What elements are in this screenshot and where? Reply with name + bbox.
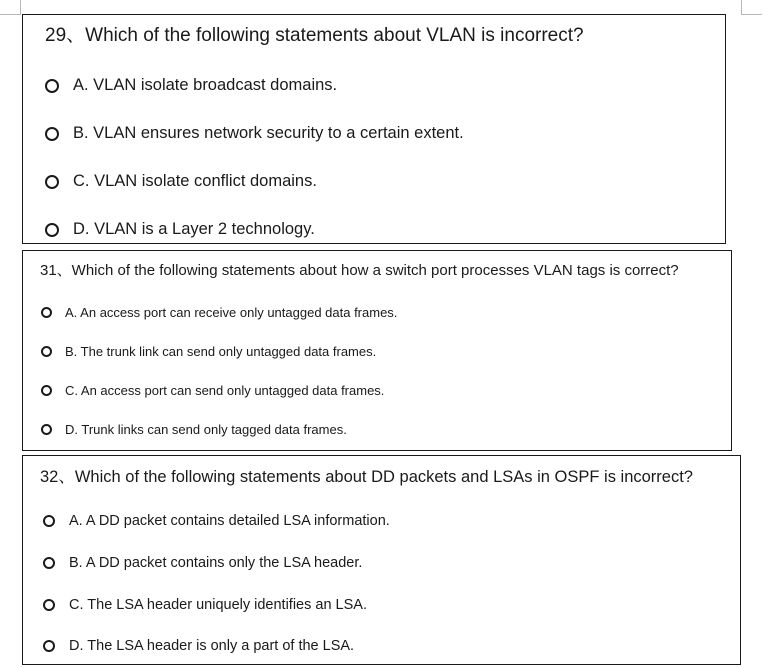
q32-option-a[interactable] <box>43 513 390 529</box>
q31-option-d[interactable] <box>41 422 347 437</box>
radio-icon[interactable] <box>41 307 52 318</box>
radio-icon[interactable] <box>45 79 59 93</box>
radio-icon[interactable] <box>43 557 55 569</box>
q29-option-c[interactable] <box>45 172 317 191</box>
radio-icon[interactable] <box>45 127 59 141</box>
question-29-title: 29、Which of the following statements about VLAN is incorrect? <box>45 25 584 46</box>
radio-icon[interactable] <box>43 515 55 527</box>
question-32-title: 32、Which of the following statements about DD packets and LSAs in OSPF is incorrect? <box>40 468 693 486</box>
q32-option-d[interactable] <box>43 638 354 654</box>
radio-icon[interactable] <box>41 346 52 357</box>
option-label: C. VLAN isolate conflict domains. <box>73 172 317 190</box>
question-32-box <box>22 455 741 665</box>
q31-option-a[interactable] <box>41 305 397 320</box>
option-label: A. An access port can receive only untagged data frames. <box>65 305 398 320</box>
q31-option-b[interactable] <box>41 344 376 359</box>
option-label: D. The LSA header is only a part of the LSA. <box>69 638 355 654</box>
option-label: A. A DD packet contains detailed LSA information. <box>69 513 390 529</box>
option-label: B. VLAN ensures network security to a certain extent. <box>73 124 464 142</box>
radio-icon[interactable] <box>45 223 59 237</box>
q29-option-d[interactable] <box>45 220 315 239</box>
radio-icon[interactable] <box>43 640 55 652</box>
page-corner-mark-left <box>0 0 21 15</box>
page-corner-mark-right <box>741 0 762 15</box>
question-31-title: 31、Which of the following statements about how a switch port processes VLAN tags is correct? <box>40 262 679 279</box>
option-label: D. Trunk links can send only tagged data frames. <box>65 422 347 437</box>
q31-option-c[interactable] <box>41 383 384 398</box>
option-label: D. VLAN is a Layer 2 technology. <box>73 220 315 238</box>
radio-icon[interactable] <box>41 424 52 435</box>
question-31-box <box>22 250 732 451</box>
radio-icon[interactable] <box>41 385 52 396</box>
option-label: C. The LSA header uniquely identifies an LSA. <box>69 597 367 613</box>
option-label: B. A DD packet contains only the LSA header. <box>69 555 363 571</box>
q32-option-b[interactable] <box>43 555 362 571</box>
radio-icon[interactable] <box>43 599 55 611</box>
question-29-box <box>22 14 726 244</box>
q29-option-a[interactable] <box>45 76 337 95</box>
option-label: B. The trunk link can send only untagged data frames. <box>65 344 377 359</box>
radio-icon[interactable] <box>45 175 59 189</box>
q32-option-c[interactable] <box>43 597 367 613</box>
option-label: A. VLAN isolate broadcast domains. <box>73 76 338 94</box>
q29-option-b[interactable] <box>45 124 464 143</box>
option-label: C. An access port can send only untagged data frames. <box>65 383 385 398</box>
